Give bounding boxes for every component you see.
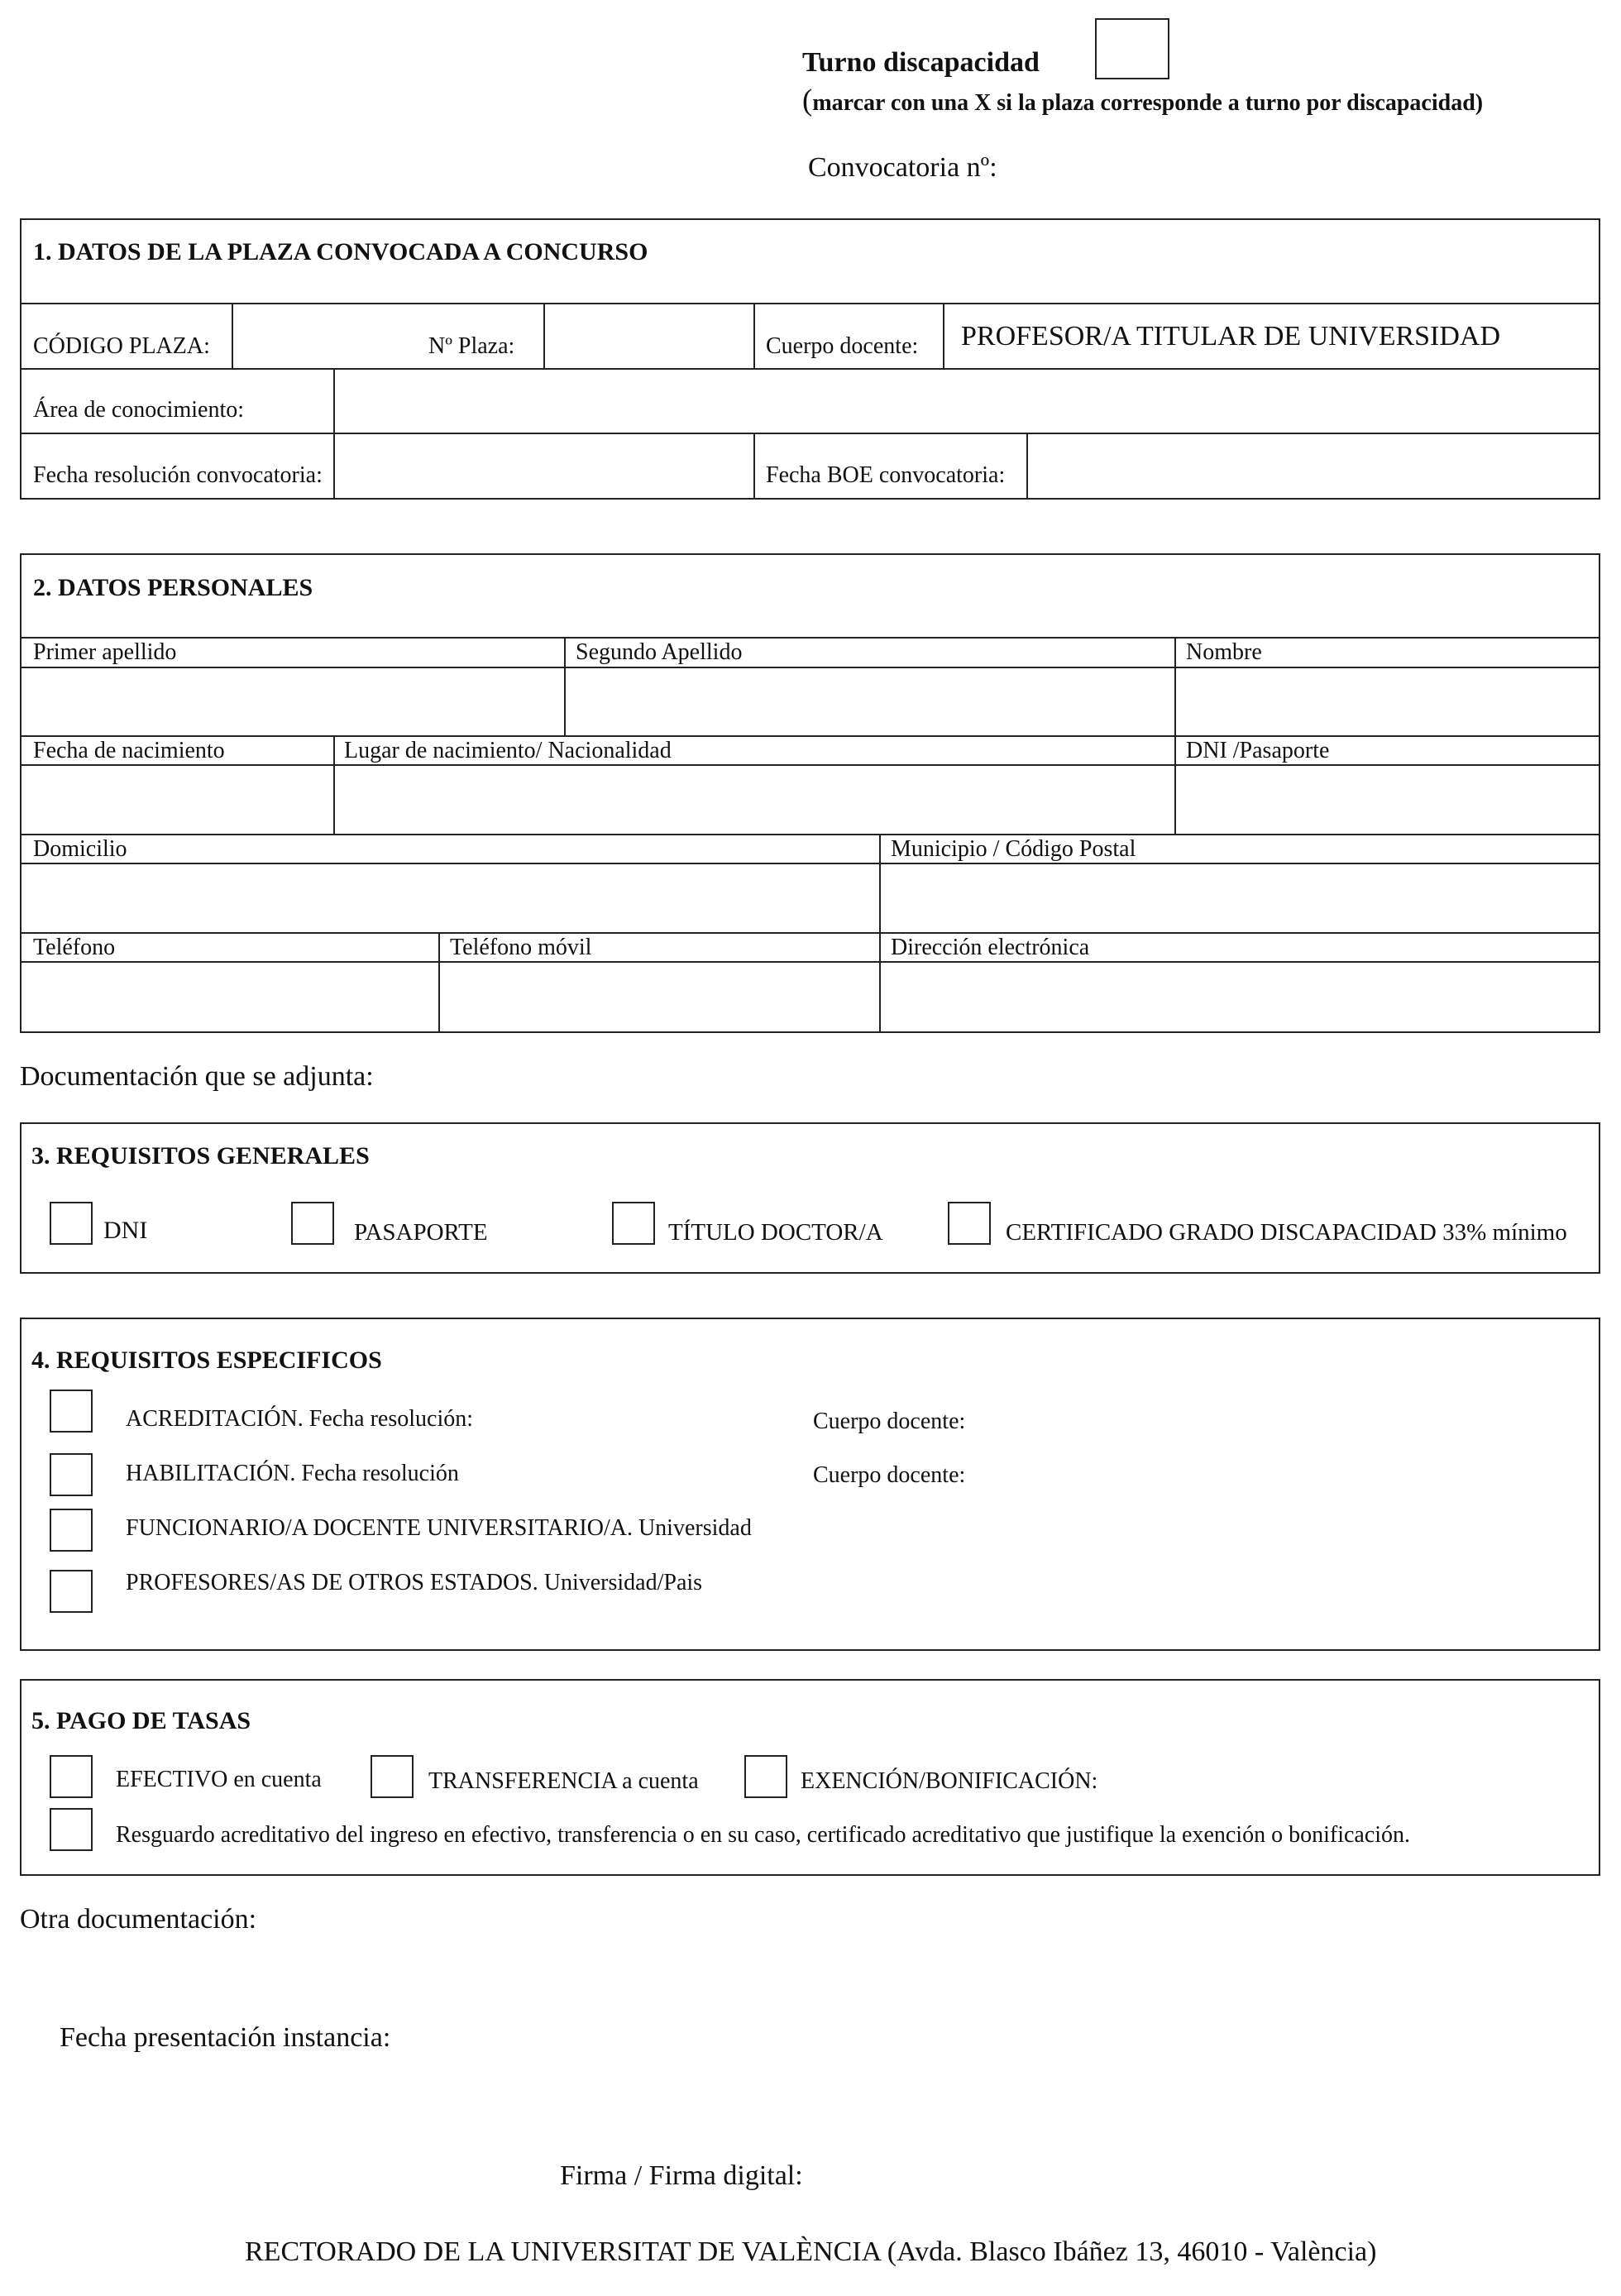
n-plaza-label: Nº Plaza: xyxy=(428,333,515,359)
turno-discapacidad-checkbox[interactable] xyxy=(1095,18,1169,79)
section-4-title: 4. REQUISITOS ESPECIFICOS xyxy=(31,1347,382,1374)
nombre-label: Nombre xyxy=(1186,639,1262,665)
titulo-doctor-option-label: TÍTULO DOCTOR/A xyxy=(668,1219,883,1246)
telefono-movil-field[interactable] xyxy=(440,963,877,1031)
acreditacion-cuerpo-label: Cuerpo docente: xyxy=(813,1409,966,1434)
section-3-title: 3. REQUISITOS GENERALES xyxy=(31,1142,370,1170)
note-paren: ( xyxy=(802,84,813,117)
otra-documentacion-label: Otra documentación: xyxy=(20,1904,257,1935)
acreditacion-label: ACREDITACIÓN. Fecha resolución: xyxy=(126,1406,474,1432)
funcionario-label: FUNCIONARIO/A DOCENTE UNIVERSITARIO/A. Universidad xyxy=(126,1515,752,1541)
dni-option-label: DNI xyxy=(103,1217,148,1244)
fecha-resolucion-field[interactable] xyxy=(335,434,752,498)
cuerpo-docente-value: PROFESOR/A TITULAR DE UNIVERSIDAD xyxy=(961,321,1501,352)
funcionario-checkbox[interactable] xyxy=(50,1509,93,1552)
convocatoria-label: Convocatoria nº: xyxy=(808,152,997,183)
habilitacion-checkbox[interactable] xyxy=(50,1453,93,1496)
municipio-field[interactable] xyxy=(881,864,1599,930)
telefono-field[interactable] xyxy=(22,963,437,1031)
resguardo-label: Resguardo acreditativo del ingreso en efectivo, transferencia o en su caso, certificado acreditativo que justifique la exención o bonificación. xyxy=(116,1822,1411,1848)
domicilio-label: Domicilio xyxy=(33,836,127,862)
area-conocimiento-field[interactable] xyxy=(335,370,1599,431)
transferencia-label: TRANSFERENCIA a cuenta xyxy=(428,1768,699,1794)
turno-discapacidad-note xyxy=(802,83,1483,118)
cuerpo-docente-label: Cuerpo docente: xyxy=(766,333,919,359)
exencion-label: EXENCIÓN/BONIFICACIÓN: xyxy=(801,1768,1098,1794)
primer-apellido-label: Primer apellido xyxy=(33,639,177,665)
segundo-apellido-field[interactable] xyxy=(566,668,1173,734)
lugar-nacimiento-label: Lugar de nacimiento/ Nacionalidad xyxy=(344,738,672,763)
firma-label: Firma / Firma digital: xyxy=(560,2160,803,2191)
certificado-discapacidad-option-label: CERTIFICADO GRADO DISCAPACIDAD 33% mínimo xyxy=(1006,1219,1567,1246)
fecha-resolucion-label: Fecha resolución convocatoria: xyxy=(33,462,323,488)
fecha-nacimiento-label: Fecha de nacimiento xyxy=(33,738,225,763)
turno-discapacidad-label: Turno discapacidad xyxy=(802,47,1040,78)
dni-pasaporte-label: DNI /Pasaporte xyxy=(1186,738,1330,763)
certificado-discapacidad-checkbox[interactable] xyxy=(948,1202,991,1245)
habilitacion-cuerpo-label: Cuerpo docente: xyxy=(813,1462,966,1488)
note-text: marcar con una X si la plaza corresponde a turno por discapacidad) xyxy=(812,90,1484,116)
segundo-apellido-label: Segundo Apellido xyxy=(576,639,743,665)
documentacion-adjunta-label: Documentación que se adjunta: xyxy=(20,1061,374,1092)
otros-estados-label: PROFESORES/AS DE OTROS ESTADOS. Universidad/Pais xyxy=(126,1570,703,1595)
dni-checkbox[interactable] xyxy=(50,1202,93,1245)
section-1-title: 1. DATOS DE LA PLAZA CONVOCADA A CONCURSO xyxy=(33,238,648,265)
email-field[interactable] xyxy=(881,963,1599,1031)
otros-estados-checkbox[interactable] xyxy=(50,1570,93,1613)
n-plaza-field[interactable] xyxy=(545,304,752,366)
exencion-checkbox[interactable] xyxy=(744,1755,787,1798)
pasaporte-option-label: PASAPORTE xyxy=(354,1219,488,1246)
municipio-label: Municipio / Código Postal xyxy=(891,836,1136,862)
lugar-nacimiento-field[interactable] xyxy=(335,766,1173,832)
area-conocimiento-label: Área de conocimiento: xyxy=(33,397,245,423)
dni-pasaporte-field[interactable] xyxy=(1176,766,1599,832)
section-5-title: 5. PAGO DE TASAS xyxy=(31,1707,251,1734)
domicilio-field[interactable] xyxy=(22,864,877,930)
primer-apellido-field[interactable] xyxy=(22,668,562,734)
fecha-nacimiento-field[interactable] xyxy=(22,766,332,832)
nombre-field[interactable] xyxy=(1176,668,1599,734)
fecha-boe-label: Fecha BOE convocatoria: xyxy=(766,462,1006,488)
fecha-boe-field[interactable] xyxy=(1028,434,1599,498)
rectorado-address: RECTORADO DE LA UNIVERSITAT DE VALÈNCIA (Avda. Blasco Ibáñez 13, 46010 - València) xyxy=(245,2236,1377,2267)
acreditacion-checkbox[interactable] xyxy=(50,1390,93,1433)
pasaporte-checkbox[interactable] xyxy=(291,1202,334,1245)
telefono-movil-label: Teléfono móvil xyxy=(450,935,592,960)
resguardo-checkbox[interactable] xyxy=(50,1808,93,1851)
habilitacion-label: HABILITACIÓN. Fecha resolución xyxy=(126,1461,459,1486)
section-2-title: 2. DATOS PERSONALES xyxy=(33,574,313,601)
fecha-presentacion-label: Fecha presentación instancia: xyxy=(60,2022,391,2053)
titulo-doctor-checkbox[interactable] xyxy=(612,1202,655,1245)
email-label: Dirección electrónica xyxy=(891,935,1090,960)
efectivo-label: EFECTIVO en cuenta xyxy=(116,1767,322,1792)
transferencia-checkbox[interactable] xyxy=(371,1755,414,1798)
efectivo-checkbox[interactable] xyxy=(50,1755,93,1798)
codigo-plaza-label: CÓDIGO PLAZA: xyxy=(33,333,210,359)
telefono-label: Teléfono xyxy=(33,935,116,960)
